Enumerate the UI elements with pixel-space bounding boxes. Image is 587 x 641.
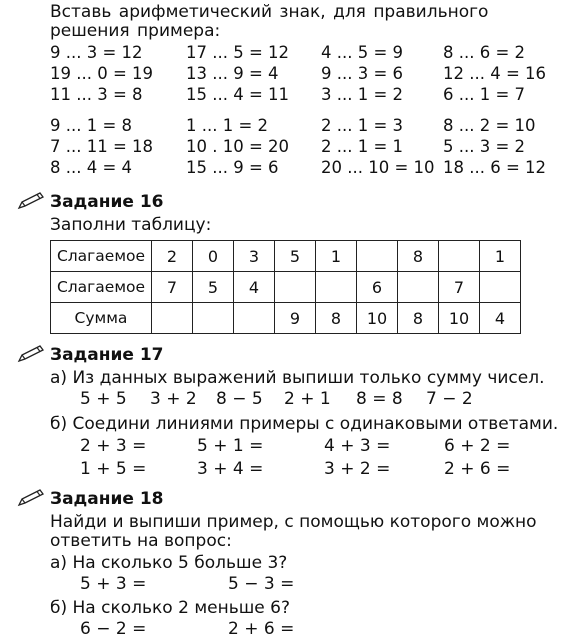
addition-table <box>50 240 521 334</box>
expression: 13 ... 9 = 4 <box>186 64 279 83</box>
expression: 9 ... 3 = 6 <box>321 64 404 83</box>
expression: 8 ... 2 = 10 <box>443 116 536 135</box>
expression: 15 ... 4 = 11 <box>186 85 290 104</box>
table-row <box>51 303 521 334</box>
table-cell <box>439 241 480 272</box>
exercise-instruction: Вставь арифметический знак, для правильного решения примера: <box>50 2 489 41</box>
pencil-icon <box>16 344 46 364</box>
table-cell: 5 <box>193 272 234 303</box>
table-cell: 7 <box>439 272 480 303</box>
expression: 12 ... 4 = 16 <box>443 64 547 83</box>
expression: 8 ... 4 = 4 <box>50 158 133 177</box>
table-cell: 8 <box>398 241 439 272</box>
task-18-instruction-line-1: Найди и выпиши пример, с помощью которого можно <box>50 512 537 532</box>
expression: 5 − 3 = <box>228 574 295 594</box>
table-cell: 8 <box>398 303 439 334</box>
table-cell: 9 <box>275 303 316 334</box>
expression: 3 + 4 = <box>197 459 264 479</box>
table-cell: 10 <box>439 303 480 334</box>
expression: 7 − 2 <box>426 389 473 409</box>
expression: 2 + 1 <box>284 389 331 409</box>
table-cell: 10 <box>357 303 398 334</box>
row-label: Сумма <box>51 303 152 334</box>
task-18-part-a: а) На сколько 5 больше 3? <box>50 553 288 573</box>
task-17-a-expressions <box>80 389 486 409</box>
table-cell: 7 <box>152 272 193 303</box>
expression: 7 ... 11 = 18 <box>50 137 154 156</box>
expression: 1 ... 1 = 2 <box>186 116 269 135</box>
table-cell: 1 <box>480 241 521 272</box>
expression: 9 ... 1 = 8 <box>50 116 133 135</box>
table-cell: 0 <box>193 241 234 272</box>
expression: 17 ... 5 = 12 <box>186 43 290 62</box>
table-cell <box>193 303 234 334</box>
table-cell: 2 <box>152 241 193 272</box>
task-16-instruction: Заполни таблицу: <box>50 215 212 235</box>
table-cell: 1 <box>316 241 357 272</box>
table-cell <box>234 303 275 334</box>
expression-grid-1 <box>50 42 560 105</box>
expression: 3 + 2 <box>150 389 197 409</box>
expression: 19 ... 0 = 19 <box>50 64 154 83</box>
expression: 5 + 5 <box>80 389 127 409</box>
expression: 20 ... 10 = 10 <box>321 158 435 177</box>
expression: 6 ... 1 = 7 <box>443 85 526 104</box>
task-18-part-b: б) На сколько 2 меньше 6? <box>50 598 290 618</box>
table-row <box>51 272 521 303</box>
row-label: Слагаемое <box>51 272 152 303</box>
table-cell: 8 <box>316 303 357 334</box>
expression: 10 . 10 = 20 <box>186 137 290 156</box>
expression: 3 + 2 = <box>324 459 391 479</box>
expression: 5 + 3 = <box>80 574 147 594</box>
expression: 3 ... 1 = 2 <box>321 85 404 104</box>
table-cell <box>275 272 316 303</box>
table-cell <box>357 241 398 272</box>
table-cell: 3 <box>234 241 275 272</box>
expression: 5 ... 3 = 2 <box>443 137 526 156</box>
task-17-b-expressions <box>80 435 544 481</box>
expression: 15 ... 9 = 6 <box>186 158 279 177</box>
expression: 9 ... 3 = 12 <box>50 43 143 62</box>
expression: 11 ... 3 = 8 <box>50 85 143 104</box>
task-17-part-a: а) Из данных выражений выпиши только сумму чисел. <box>50 368 545 388</box>
table-cell: 4 <box>480 303 521 334</box>
table-cell <box>152 303 193 334</box>
expression: 2 ... 1 = 1 <box>321 137 404 156</box>
expression-grid-2 <box>50 115 560 178</box>
pencil-icon <box>16 191 46 211</box>
task-18-title: Задание 18 <box>50 489 164 509</box>
task-17-part-b: б) Соедини линиями примеры с одинаковыми ответами. <box>50 414 559 434</box>
expression: 1 + 5 = <box>80 459 147 479</box>
expression: 2 + 3 = <box>80 436 147 456</box>
table-cell <box>398 272 439 303</box>
table-row <box>51 241 521 272</box>
expression: 2 ... 1 = 3 <box>321 116 404 135</box>
row-label: Слагаемое <box>51 241 152 272</box>
table-cell <box>480 272 521 303</box>
expression: 2 + 6 = <box>444 459 511 479</box>
expression: 8 ... 6 = 2 <box>443 43 526 62</box>
task-16-title: Задание 16 <box>50 192 164 212</box>
expression: 4 ... 5 = 9 <box>321 43 404 62</box>
expression: 5 + 1 = <box>197 436 264 456</box>
table-cell: 4 <box>234 272 275 303</box>
expression: 6 − 2 = <box>80 619 147 639</box>
expression: 8 − 5 <box>216 389 263 409</box>
table-cell: 6 <box>357 272 398 303</box>
pencil-icon <box>16 488 46 508</box>
expression: 6 + 2 = <box>444 436 511 456</box>
table-cell <box>316 272 357 303</box>
expression: 4 + 3 = <box>324 436 391 456</box>
expression: 8 = 8 <box>356 389 403 409</box>
task-18-instruction-line-2: ответить на вопрос: <box>50 531 232 551</box>
task-17-title: Задание 17 <box>50 345 164 365</box>
expression: 2 + 6 = <box>228 619 295 639</box>
table-cell: 5 <box>275 241 316 272</box>
expression: 18 ... 6 = 12 <box>443 158 547 177</box>
